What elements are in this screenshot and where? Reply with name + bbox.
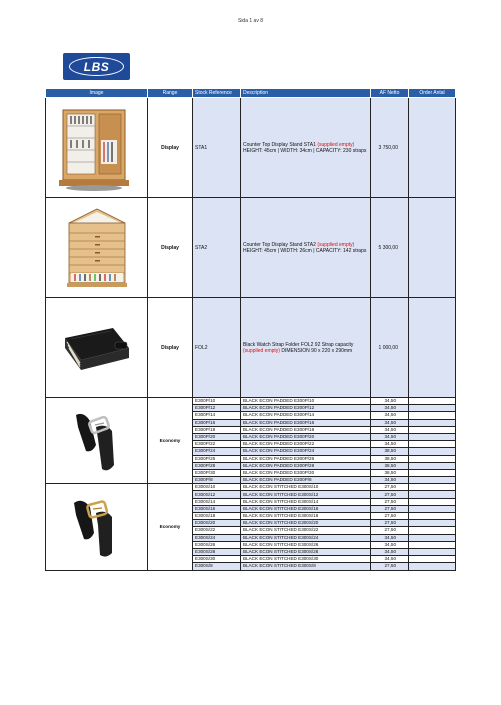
- order-quantity-cell[interactable]: [409, 398, 456, 405]
- table-row: [46, 484, 456, 491]
- strap-folder-icon: [55, 308, 139, 388]
- description-cell: BLACK ECON STITCHED E300S/26: [241, 541, 371, 548]
- table-row: [46, 398, 456, 405]
- product-table: [45, 88, 456, 571]
- table-row: [46, 198, 456, 298]
- description-cell: BLACK ECON STITCHED E300S/30: [241, 556, 371, 563]
- description-cell: [241, 298, 371, 398]
- description-cell: BLACK ECON STITCHED E300S/14: [241, 498, 371, 505]
- stock-reference-cell: E300S/14: [193, 498, 241, 505]
- order-quantity-cell[interactable]: [409, 412, 456, 419]
- description-cell: BLACK ECON PADDED E300P/14: [241, 412, 371, 419]
- price-cell: 34,50: [371, 556, 409, 563]
- column-header-af-netto: AF Netto: [371, 89, 409, 98]
- table-header-row: [46, 89, 456, 98]
- stock-reference-cell: E300P/24: [193, 448, 241, 455]
- display-stand-icon: [55, 104, 139, 192]
- lbs-logo: [63, 53, 130, 80]
- description-cell: BLACK ECON PADDED E300P/16: [241, 419, 371, 426]
- price-cell: 34,50: [371, 419, 409, 426]
- stock-reference-cell: E300S/12: [193, 491, 241, 498]
- stock-reference-cell: E300P/20: [193, 433, 241, 440]
- description-cell: BLACK ECON PADDED E300P/28: [241, 462, 371, 469]
- order-quantity-cell[interactable]: [409, 469, 456, 476]
- stock-reference-cell: STA1: [193, 98, 241, 198]
- range-cell: Economy: [148, 398, 193, 484]
- economy-stitched-group: [46, 484, 456, 570]
- description-cell: BLACK ECON STITCHED E300S/10: [241, 484, 371, 491]
- description-cell: [241, 198, 371, 298]
- range-cell: Display: [148, 98, 193, 198]
- range-cell: Display: [148, 298, 193, 398]
- range-cell: Economy: [148, 484, 193, 570]
- stock-reference-cell: E300S/22: [193, 527, 241, 534]
- order-quantity-cell[interactable]: [409, 433, 456, 440]
- logo-text: LBS: [83, 59, 110, 74]
- stock-reference-cell: E300P/26: [193, 455, 241, 462]
- product-image-sta1: [46, 98, 148, 198]
- description-cell: BLACK ECON STITCHED E300S/24: [241, 534, 371, 541]
- description-cell: BLACK ECON STITCHED E300S/22: [241, 527, 371, 534]
- order-quantity-cell[interactable]: [409, 448, 456, 455]
- order-quantity-cell[interactable]: [409, 556, 456, 563]
- price-cell: 34,50: [371, 412, 409, 419]
- description-cell: BLACK ECON STITCHED E300S/12: [241, 491, 371, 498]
- order-quantity-cell[interactable]: [409, 477, 456, 484]
- description-dimensions: HEIGHT: 45cm | WIDTH: 26cm | CAPACITY: 142 straps: [243, 247, 367, 254]
- order-quantity-cell[interactable]: [409, 405, 456, 412]
- description-cell: BLACK ECON PADDED E300P/22: [241, 441, 371, 448]
- order-quantity-cell[interactable]: [409, 198, 456, 298]
- description-cell: BLACK ECON PADDED E300P/24: [241, 448, 371, 455]
- stock-reference-cell: E300P/18: [193, 426, 241, 433]
- description-cell: BLACK ECON PADDED E300P/8: [241, 477, 371, 484]
- order-quantity-cell[interactable]: [409, 498, 456, 505]
- stock-reference-cell: E300S/26: [193, 541, 241, 548]
- supplied-empty-note: (supplied empty): [243, 347, 280, 354]
- order-quantity-cell[interactable]: [409, 484, 456, 491]
- table-row: [46, 298, 456, 398]
- price-cell: 34,50: [371, 548, 409, 555]
- order-quantity-cell[interactable]: [409, 548, 456, 555]
- price-cell: 27,50: [371, 513, 409, 520]
- stock-reference-cell: E300P/8: [193, 477, 241, 484]
- price-cell: 1 000,00: [371, 298, 409, 398]
- description-text: Black Watch Strap Folder FOL2 92 Strap capacity: [243, 341, 354, 348]
- description-cell: BLACK ECON STITCHED E300S/16: [241, 505, 371, 512]
- stock-reference-cell: E300P/30: [193, 469, 241, 476]
- stock-reference-cell: E300P/10: [193, 398, 241, 405]
- description-cell: BLACK ECON PADDED E300P/20: [241, 433, 371, 440]
- price-cell: 34,50: [371, 541, 409, 548]
- price-cell: 34,50: [371, 477, 409, 484]
- stock-reference-cell: E300S/28: [193, 548, 241, 555]
- order-quantity-cell[interactable]: [409, 520, 456, 527]
- stock-reference-cell: E300P/12: [193, 405, 241, 412]
- description-cell: BLACK ECON STITCHED E300S/18: [241, 513, 371, 520]
- stock-reference-cell: E300S/30: [193, 556, 241, 563]
- description-text: Counter Top Display Stand STA2: [243, 241, 318, 248]
- price-cell: 34,50: [371, 398, 409, 405]
- price-cell: 3 750,00: [371, 98, 409, 198]
- description-cell: BLACK ECON STITCHED E300S/8: [241, 563, 371, 570]
- order-quantity-cell[interactable]: [409, 505, 456, 512]
- description-dimensions: DIMENSION 90 x 220 x 290mm: [279, 347, 353, 354]
- description-dimensions: HEIGHT: 45cm | WIDTH: 34cm | CAPACITY: 230 straps: [243, 147, 367, 154]
- order-quantity-cell[interactable]: [409, 513, 456, 520]
- price-cell: 38,50: [371, 455, 409, 462]
- product-image-strap: [46, 398, 148, 484]
- product-image-fol2: [46, 298, 148, 398]
- column-header-description: Description: [241, 89, 371, 98]
- column-header-image: Image: [46, 89, 148, 98]
- supplied-empty-note: (supplied empty): [317, 141, 355, 148]
- product-image-strap: [46, 484, 148, 570]
- price-cell: 27,50: [371, 484, 409, 491]
- price-cell: 34,50: [371, 441, 409, 448]
- order-quantity-cell[interactable]: [409, 426, 456, 433]
- price-cell: 27,50: [371, 520, 409, 527]
- column-header-stock-reference: Stock Reference: [193, 89, 241, 98]
- price-cell: 34,50: [371, 534, 409, 541]
- description-cell: BLACK ECON STITCHED E300S/28: [241, 548, 371, 555]
- order-quantity-cell[interactable]: [409, 441, 456, 448]
- order-quantity-cell[interactable]: [409, 455, 456, 462]
- price-cell: 27,50: [371, 491, 409, 498]
- description-cell: BLACK ECON PADDED E300P/26: [241, 455, 371, 462]
- stock-reference-cell: E300P/28: [193, 462, 241, 469]
- stock-reference-cell: E300P/16: [193, 419, 241, 426]
- description-text: Counter Top Display Stand STA1: [243, 141, 318, 148]
- price-cell: 34,50: [371, 405, 409, 412]
- stock-reference-cell: E300S/16: [193, 505, 241, 512]
- order-quantity-cell[interactable]: [409, 534, 456, 541]
- description-cell: [241, 98, 371, 198]
- price-cell: 27,50: [371, 527, 409, 534]
- stock-reference-cell: E300P/14: [193, 412, 241, 419]
- order-quantity-cell[interactable]: [409, 491, 456, 498]
- description-cell: BLACK ECON STITCHED E300S/20: [241, 520, 371, 527]
- price-cell: 34,50: [371, 426, 409, 433]
- table-row: [46, 98, 456, 198]
- stock-reference-cell: E300S/20: [193, 520, 241, 527]
- logo-oval: [69, 57, 124, 76]
- padded-watch-strap-icon: [62, 405, 132, 477]
- stock-reference-cell: FOL2: [193, 298, 241, 398]
- stock-reference-cell: E300S/10: [193, 484, 241, 491]
- order-quantity-cell[interactable]: [409, 419, 456, 426]
- stock-reference-cell: E300P/22: [193, 441, 241, 448]
- description-cell: BLACK ECON PADDED E300P/30: [241, 469, 371, 476]
- column-header-range: Range: [148, 89, 193, 98]
- price-cell: 27,50: [371, 563, 409, 570]
- column-header-order-antal: Order Antal: [409, 89, 456, 98]
- order-quantity-cell[interactable]: [409, 298, 456, 398]
- page-number-label: Sida 1 av 8: [237, 18, 264, 24]
- price-cell: 5 300,00: [371, 198, 409, 298]
- price-list-sheet: [45, 88, 455, 571]
- price-cell: 38,50: [371, 448, 409, 455]
- price-cell: 27,50: [371, 498, 409, 505]
- stock-reference-cell: STA2: [193, 198, 241, 298]
- order-quantity-cell[interactable]: [409, 462, 456, 469]
- order-quantity-cell[interactable]: [409, 98, 456, 198]
- price-cell: 38,50: [371, 469, 409, 476]
- price-cell: 38,50: [371, 462, 409, 469]
- economy-padded-group: [46, 398, 456, 484]
- description-cell: BLACK ECON PADDED E300P/10: [241, 398, 371, 405]
- order-quantity-cell[interactable]: [409, 527, 456, 534]
- stock-reference-cell: E300S/8: [193, 563, 241, 570]
- order-quantity-cell[interactable]: [409, 541, 456, 548]
- description-cell: BLACK ECON PADDED E300P/18: [241, 426, 371, 433]
- stitched-watch-strap-icon: [62, 491, 132, 563]
- range-cell: Display: [148, 198, 193, 298]
- stock-reference-cell: E300S/24: [193, 534, 241, 541]
- supplied-empty-note: (supplied empty): [317, 241, 355, 248]
- order-quantity-cell[interactable]: [409, 563, 456, 570]
- display-cabinet-icon: [55, 203, 139, 293]
- price-cell: 27,50: [371, 505, 409, 512]
- description-cell: BLACK ECON PADDED E300P/12: [241, 405, 371, 412]
- stock-reference-cell: E300S/18: [193, 513, 241, 520]
- price-cell: 34,50: [371, 433, 409, 440]
- product-image-sta2: [46, 198, 148, 298]
